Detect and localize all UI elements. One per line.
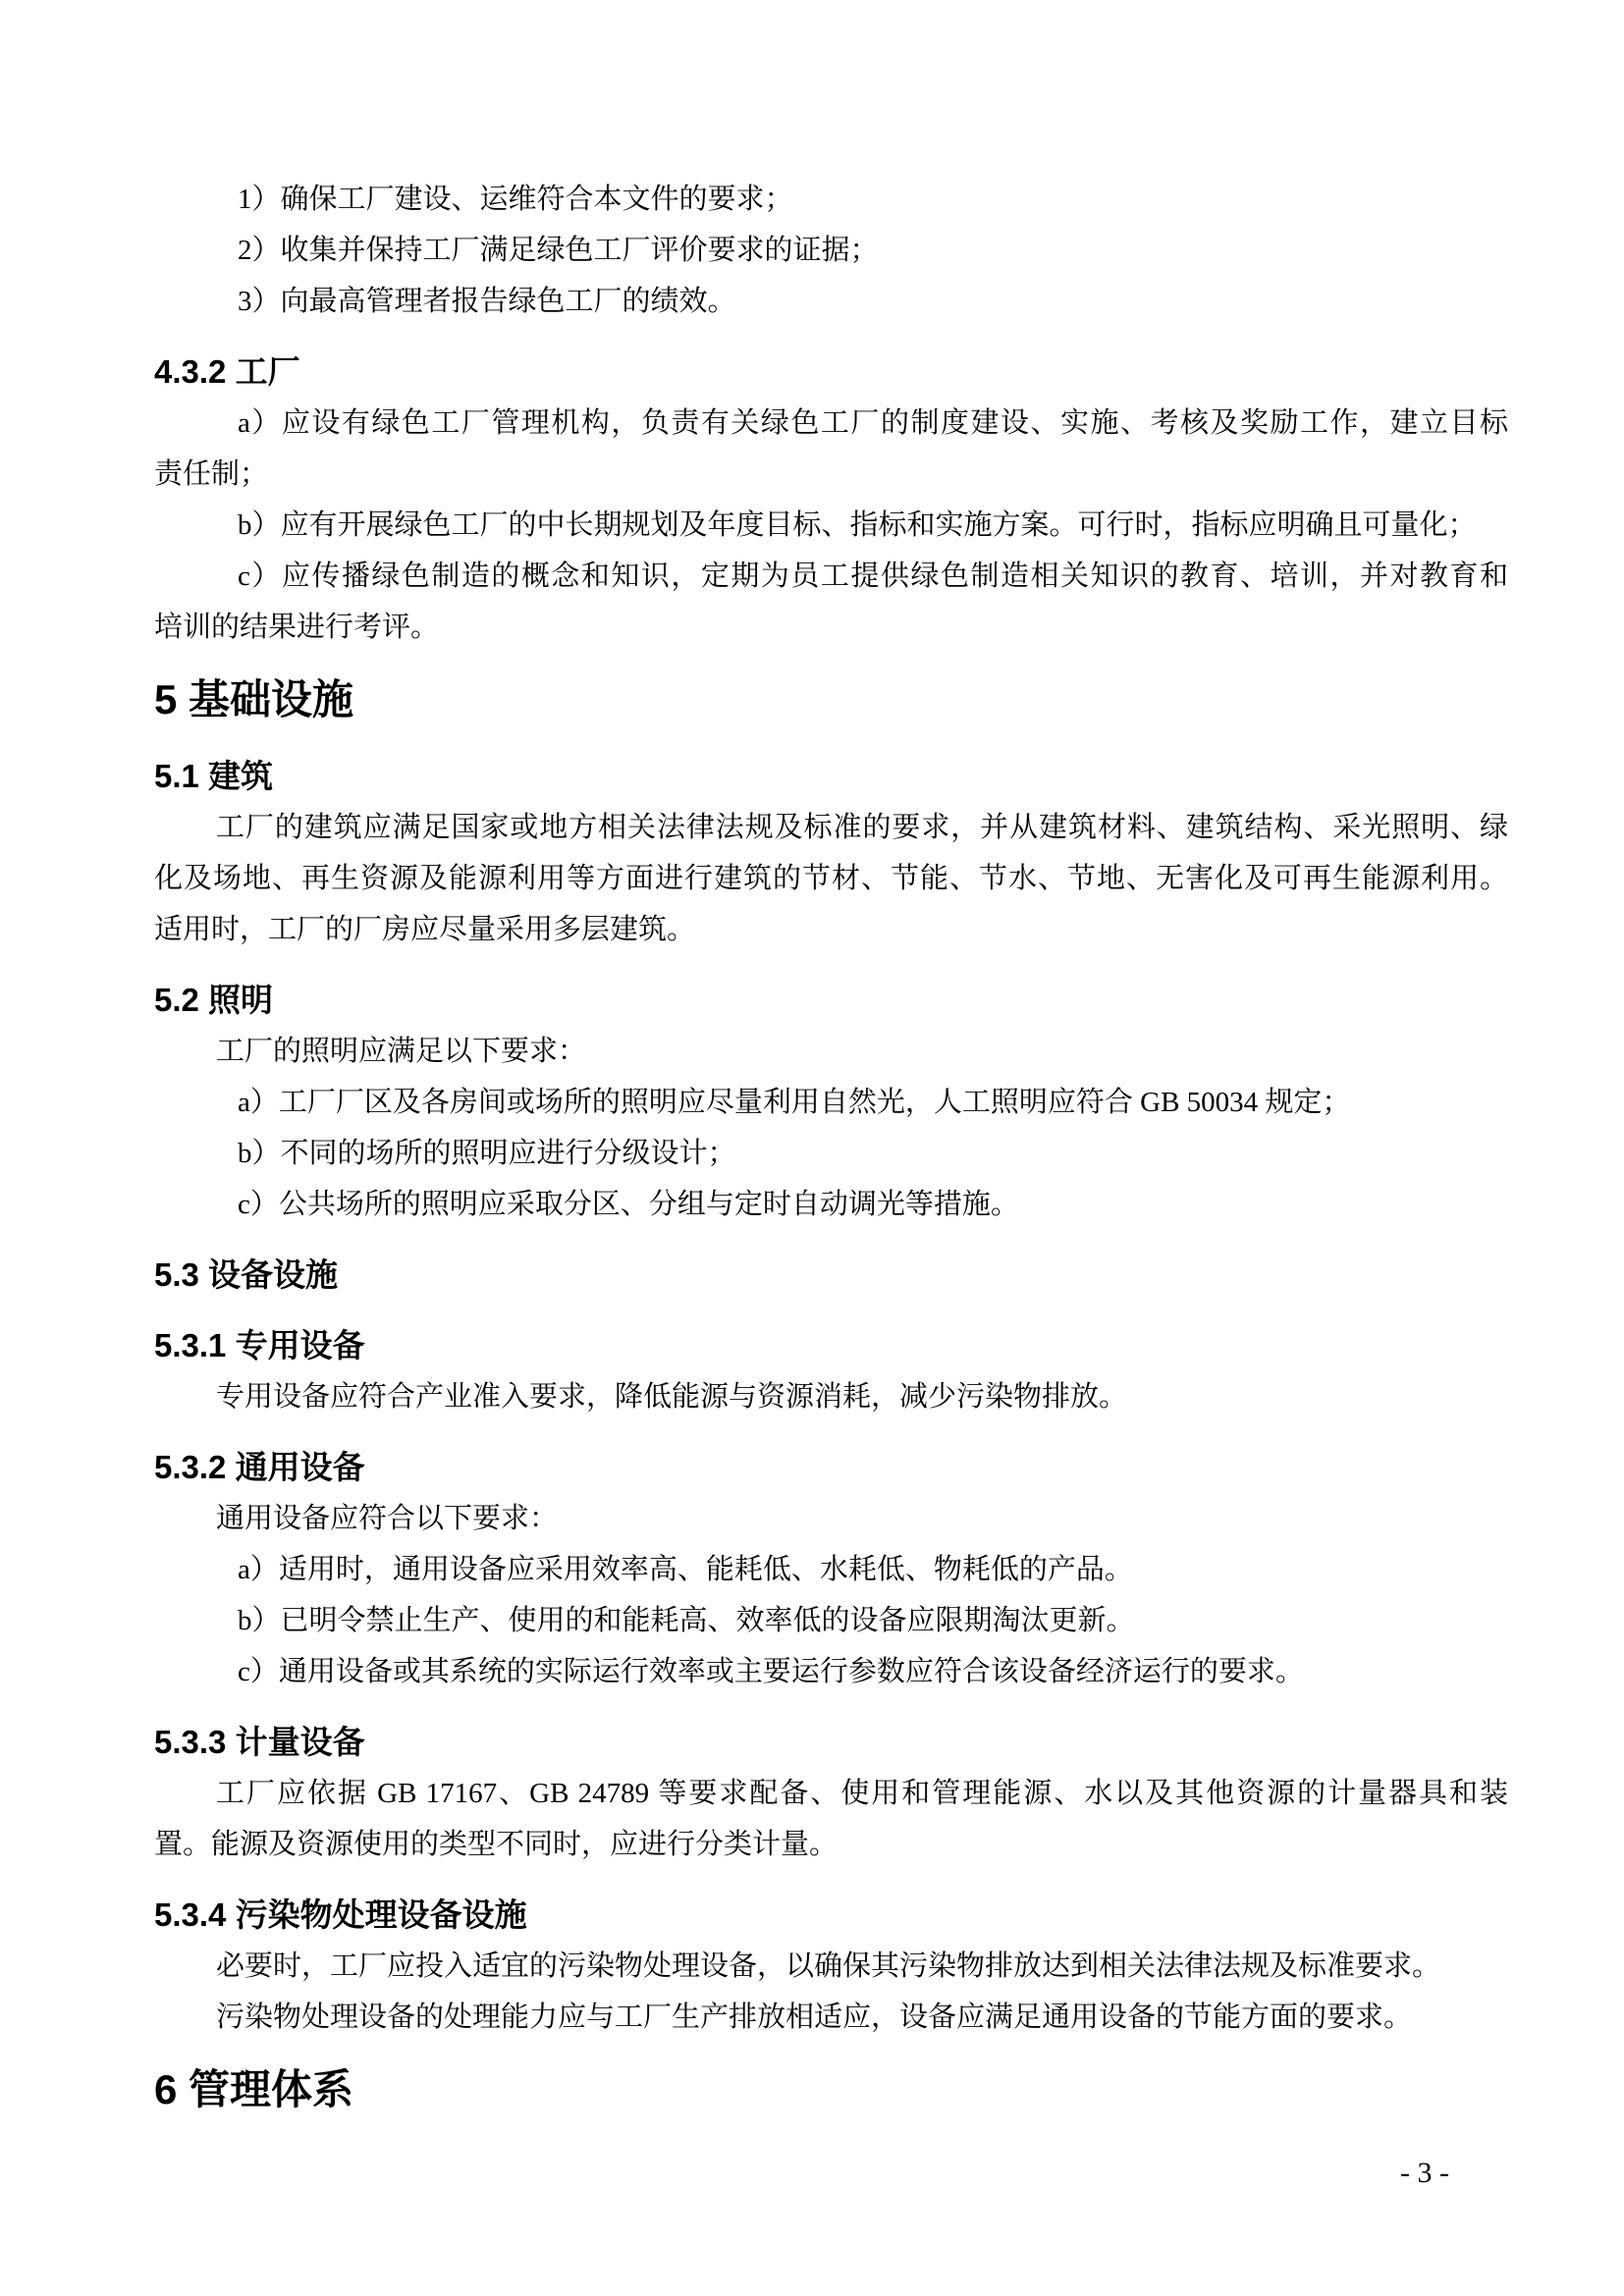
paragraph-line: 通用设备应符合以下要求： (216, 1503, 559, 1534)
paragraph-line: 工厂的建筑应满足国家或地方相关法律法规及标准的要求，并从建筑材料、建筑结构、采光照明、绿 (216, 812, 1508, 843)
list-item: b）已明令禁止生产、使用的和能耗高、效率低的设备应限期淘汰更新。 (238, 1605, 1135, 1636)
list-item: c）应传播绿色制造的概念和知识，定期为员工提供绿色制造相关知识的教育、培训，并对教育和 (238, 561, 1508, 592)
list-item: b）不同的场所的照明应进行分级设计； (238, 1138, 736, 1169)
section-heading: 5.3.1 专用设备 (154, 1327, 365, 1363)
paragraph-line: 专用设备应符合产业准入要求，降低能源与资源消耗，减少污染物排放。 (216, 1381, 1128, 1413)
list-item: 1）确保工厂建设、运维符合本文件的要求； (238, 184, 793, 215)
list-item: a）适用时，通用设备应采用效率高、能耗低、水耗低、物耗低的产品。 (238, 1554, 1133, 1585)
list-item: 3）向最高管理者报告绿色工厂的绩效。 (238, 286, 736, 317)
section-heading: 5.3.2 通用设备 (154, 1449, 365, 1485)
paragraph-line: 培训的结果进行考评。 (154, 612, 440, 643)
paragraph-line: 责任制； (154, 458, 269, 490)
paragraph-line: 必要时，工厂应投入适宜的污染物处理设备，以确保其污染物排放达到相关法律法规及标准要求。 (216, 1950, 1441, 1982)
paragraph-line: 适用时，工厂的厂房应尽量采用多层建筑。 (154, 914, 696, 945)
paragraph-line: 置。能源及资源使用的类型不同时，应进行分类计量。 (154, 1829, 839, 1860)
section-heading: 5.2 照明 (154, 982, 274, 1018)
section-heading: 5.3.3 计量设备 (154, 1724, 365, 1760)
paragraph-line: 化及场地、再生资源及能源利用等方面进行建筑的节材、节能、节水、节地、无害化及可再生能源利用。 (154, 863, 1508, 894)
list-item: a）工厂厂区及各房间或场所的照明应尽量利用自然光，人工照明应符合 GB 50034 规定； (238, 1087, 1351, 1118)
list-item: b）应有开展绿色工厂的中长期规划及年度目标、指标和实施方案。可行时，指标应明确且可量化； (238, 509, 1477, 541)
document-content (154, 174, 1508, 2125)
paragraph-line: 工厂应依据 GB 17167、GB 24789 等要求配备、使用和管理能源、水以及其他资源的计量器具和装 (216, 1778, 1508, 1809)
page-number: - 3 - (1400, 2157, 1449, 2189)
chapter-heading: 5 基础设施 (154, 676, 354, 722)
paragraph-line: 工厂的照明应满足以下要求： (216, 1036, 587, 1067)
paragraph-line: 污染物处理设备的处理能力应与工厂生产排放相适应，设备应满足通用设备的节能方面的要求。 (216, 2002, 1413, 2033)
section-heading: 5.3.4 污染物处理设备设施 (154, 1896, 527, 1933)
section-heading: 5.1 建筑 (154, 758, 274, 794)
list-item: a）应设有绿色工厂管理机构，负责有关绿色工厂的制度建设、实施、考核及奖励工作，建立目标 (238, 407, 1508, 439)
list-item: c）通用设备或其系统的实际运行效率或主要运行参数应符合该设备经济运行的要求。 (238, 1656, 1304, 1687)
section-heading: 4.3.2 工厂 (154, 353, 300, 390)
section-heading: 5.3 设备设施 (154, 1256, 339, 1293)
list-item: 2）收集并保持工厂满足绿色工厂评价要求的证据； (238, 235, 879, 266)
list-item: c）公共场所的照明应采取分区、分组与定时自动调光等措施。 (238, 1189, 1019, 1220)
chapter-heading: 6 管理体系 (154, 2066, 354, 2112)
